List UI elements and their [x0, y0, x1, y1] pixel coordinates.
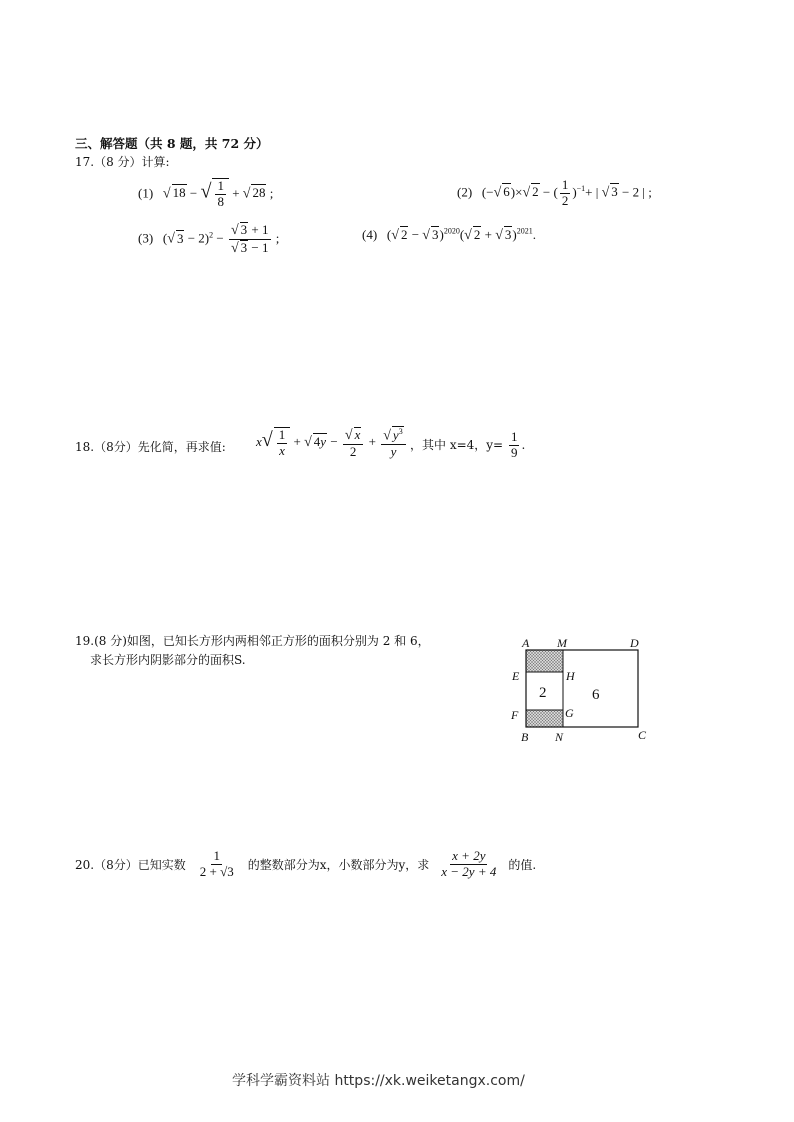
q19-line2: 求长方形内阴影部分的面积S.: [90, 653, 246, 667]
q20-frac-num: 1: [213, 848, 220, 863]
q20-frac-den: 2 + √3: [199, 863, 234, 879]
q18-condition-text: ，其中 x=4，y=: [410, 437, 504, 452]
q17-part1: (1) √ 18 − √ $\frac{1}{8}$ + √ 28 ;: [138, 178, 274, 209]
q17-part3-label: (3): [138, 230, 154, 246]
label-N: N: [555, 730, 564, 744]
label-M: M: [557, 636, 567, 650]
q19-line1: 19.(8 分)如图，已知长方形内两相邻正方形的面积分别为 2 和 6，: [75, 634, 430, 648]
q18-header: 18.（8分）先化简，再求值:: [75, 440, 226, 454]
footer-watermark: 学科学霸资料站 https://xk.weiketangx.com/: [232, 1073, 525, 1089]
label-B: B: [521, 730, 529, 744]
section-title: 三、解答题（共 8 题，共 72 分）: [75, 136, 269, 151]
q17-part4-label: (4): [362, 227, 378, 242]
area-large-label: 6: [592, 687, 600, 703]
q18-expression: x√ $\frac{1}{x}$ + √ 4y − $\frac{√ x}{2}$ + $\frac{√ y^3}{y}$: [256, 426, 408, 460]
q18-end: .: [521, 437, 526, 452]
label-C: C: [638, 728, 647, 742]
label-G: G: [565, 706, 574, 720]
q18-cond-num: 1: [510, 429, 518, 444]
q20-prefix: 20.（8分）已知实数: [75, 857, 186, 872]
q20-suffix: 的值.: [508, 857, 537, 872]
q20-middle: 的整数部分为x，小数部分为y，求: [247, 857, 430, 872]
q20: [75, 849, 536, 880]
label-D: D: [630, 636, 639, 650]
label-H: H: [566, 669, 575, 683]
label-A: A: [522, 636, 530, 650]
shaded-region-top: [526, 650, 563, 672]
q17-part2-label: (2): [457, 184, 473, 200]
area-small-label: 2: [539, 685, 547, 701]
q18-condition: [410, 430, 525, 461]
q20-expr-den: x − 2y + 4: [441, 863, 497, 879]
q17-header: 17.（8 分）计算:: [75, 155, 170, 169]
label-E: E: [512, 669, 520, 683]
q17-part2: (2) (−√ 6)×√ 2 − ( $\frac{1}{2}$ )$^{-1}$+ | √ 3 − 2 | ;: [457, 177, 652, 208]
shaded-region-bottom: [526, 710, 563, 727]
q17-part1-label: (1): [138, 185, 154, 201]
q17-part3: (3) (√ 3 − 2)$^2$ − $\frac{√ 3 + 1}{√ 3 - 1}$ ;: [138, 222, 280, 257]
label-F: F: [511, 708, 519, 722]
q20-expr-num: x + 2y: [452, 848, 486, 863]
q17-part4: (4) (√ 2 − √ 3)$^{2020}$(√ 2 + √ 3)$^{2021}$.: [362, 226, 536, 243]
q18-cond-den: 9: [510, 444, 518, 460]
q19-figure: [505, 632, 655, 747]
